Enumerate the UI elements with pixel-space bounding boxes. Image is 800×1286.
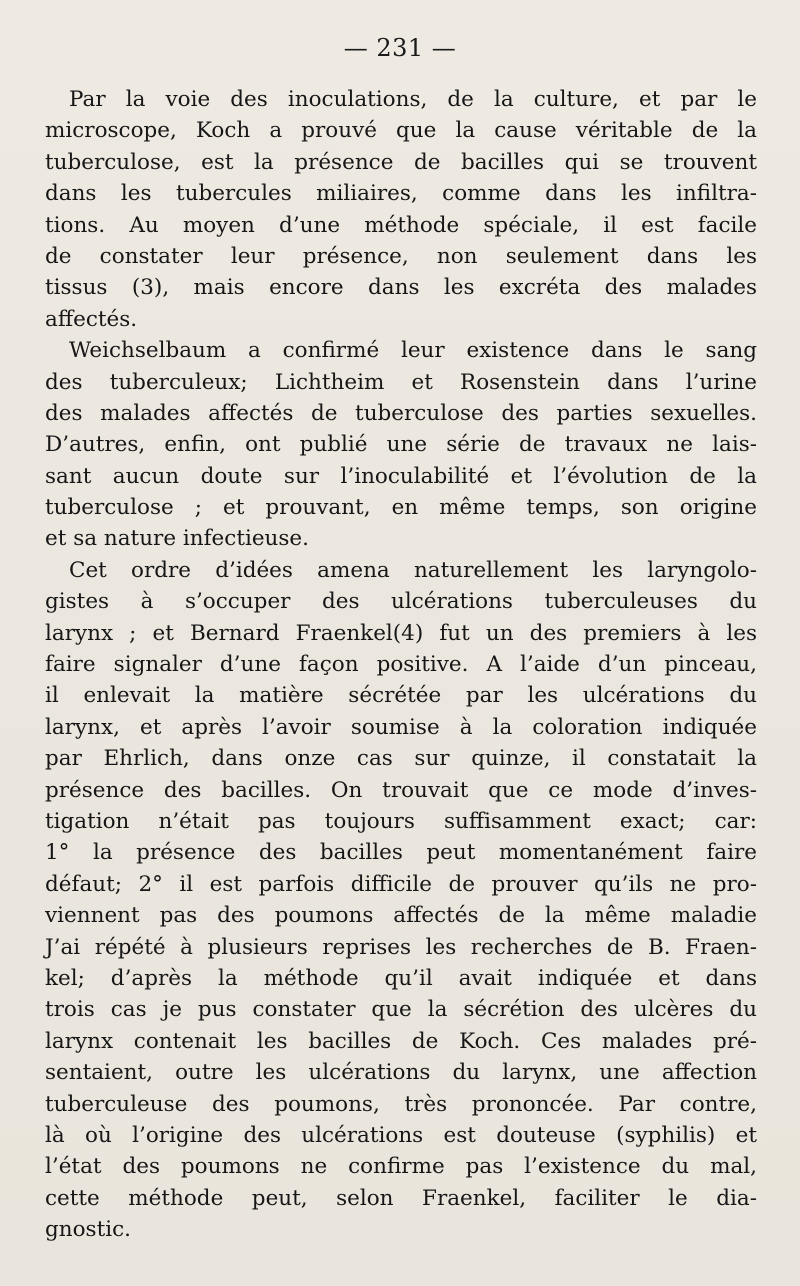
paragraph <box>45 335 757 555</box>
text-line: il enlevait la matière sécrétée par les ulcérations du <box>45 683 757 709</box>
text-line: tigation n’était pas toujours suffisamment exact; car: <box>45 808 757 834</box>
text-line: 1° la présence des bacilles peut momentanément faire <box>45 840 757 866</box>
text-line: trois cas je pus constater que la sécrétion des ulcères du <box>45 997 757 1023</box>
text-line: sentaient, outre les ulcérations du larynx, une affection <box>45 1060 757 1086</box>
text-line: J’ai répété à plusieurs reprises les recherches de B. Fraen- <box>45 934 757 960</box>
text-line: tissus (3), mais encore dans les excréta des malades <box>45 275 757 301</box>
text-line: microscope, Koch a prouvé que la cause véritable de la <box>45 118 757 144</box>
paragraph <box>45 555 757 1246</box>
text-line: gnostic. <box>45 1217 131 1243</box>
text-line: larynx contenait les bacilles de Koch. Ces malades pré- <box>45 1028 757 1054</box>
text-line: l’état des poumons ne confirme pas l’existence du mal, <box>45 1154 757 1180</box>
text-line: par Ehrlich, dans onze cas sur quinze, il constatait la <box>45 746 757 772</box>
text-line: tuberculeuse des poumons, très prononcée. Par contre, <box>45 1091 757 1117</box>
text-line: gistes à s’occuper des ulcérations tuberculeuses du <box>45 589 757 615</box>
paragraph <box>45 84 757 335</box>
body-text <box>45 84 757 1245</box>
text-line: larynx, et après l’avoir soumise à la coloration indiquée <box>45 714 757 740</box>
text-line: présence des bacilles. On trouvait que ce mode d’inves- <box>45 777 757 803</box>
text-line: Weichselbaum a confirmé leur existence dans le sang <box>69 338 757 364</box>
page-number: — 231 — <box>343 34 457 62</box>
text-line: kel; d’après la méthode qu’il avait indiquée et dans <box>45 965 757 991</box>
text-line: des malades affectés de tuberculose des parties sexuelles. <box>45 400 757 426</box>
text-line: larynx ; et Bernard Fraenkel(4) fut un des premiers à les <box>45 620 757 646</box>
text-line: des tuberculeux; Lichtheim et Rosenstein dans l’urine <box>45 369 757 395</box>
text-line: dans les tubercules miliaires, comme dans les infiltra- <box>45 181 757 207</box>
text-line: sant aucun doute sur l’inoculabilité et l’évolution de la <box>45 463 757 489</box>
text-line: et sa nature infectieuse. <box>45 526 309 552</box>
text-line: cette méthode peut, selon Fraenkel, faciliter le dia- <box>45 1185 757 1211</box>
text-line: tions. Au moyen d’une méthode spéciale, il est facile <box>45 212 757 238</box>
text-line: affectés. <box>45 306 138 332</box>
text-line: viennent pas des poumons affectés de la même maladie <box>45 903 757 929</box>
text-line: tuberculose, est la présence de bacilles qui se trouvent <box>45 149 757 175</box>
text-line: Cet ordre d’idées amena naturellement les laryngolo- <box>69 557 757 583</box>
text-line: Par la voie des inoculations, de la culture, et par le <box>69 87 757 112</box>
text-line: de constater leur présence, non seulement dans les <box>45 243 757 269</box>
text-line: D’autres, enfin, ont publié une série de travaux ne lais- <box>45 432 757 458</box>
text-line: tuberculose ; et prouvant, en même temps, son origine <box>45 495 757 521</box>
text-line: faire signaler d’une façon positive. A l’aide d’un pinceau, <box>45 652 757 678</box>
text-line: défaut; 2° il est parfois difficile de prouver qu’ils ne pro- <box>45 871 757 897</box>
text-line: là où l’origine des ulcérations est douteuse (syphilis) et <box>45 1122 757 1148</box>
